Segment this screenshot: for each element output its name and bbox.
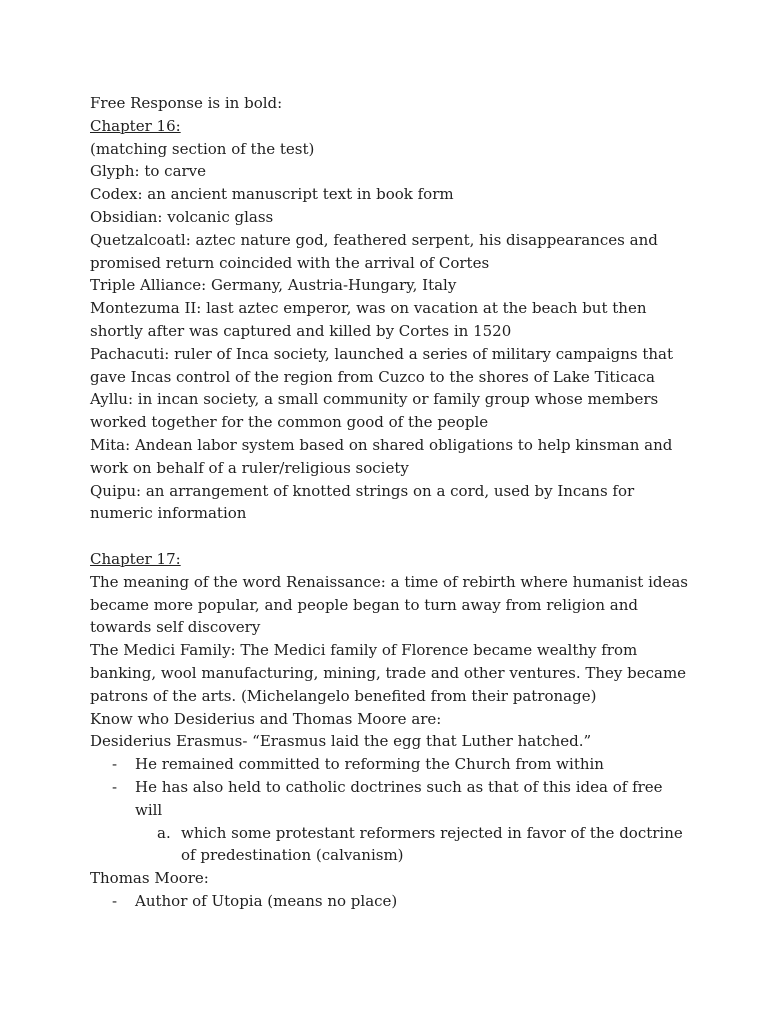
chapter-16-line: Obsidian: volcanic glass (90, 207, 274, 226)
chapter-17-heading: Chapter 17: (90, 549, 181, 568)
document-page (90, 92, 690, 913)
bullet-text: Author of Utopia (means no place) (135, 891, 398, 910)
paragraph-spacer (90, 525, 690, 548)
erasmus-bullet (90, 776, 690, 822)
moore-bullet (90, 890, 690, 913)
bullet-text: He has also held to catholic doctrines such as that of this idea of free will (135, 777, 663, 819)
dash-marker: - (112, 777, 118, 796)
chapter-17-line: The Medici Family: The Medici family of Florence became wealthy from banking, wool manufacturing, mining, trade and other ventures. They became patrons of the arts. (Michelangelo benefited from their patronage) (90, 641, 687, 705)
chapter-16-line: Triple Alliance: Germany, Austria-Hungary, Italy (90, 276, 457, 295)
erasmus-bullet (90, 753, 690, 776)
chapter-16-line: Glyph: to carve (90, 162, 207, 181)
chapter-16-heading: Chapter 16: (90, 116, 181, 135)
chapter-16-line: (matching section of the test) (90, 139, 315, 158)
chapter-17-line: Desiderius Erasmus- “Erasmus laid the egg that Luther hatched.” (90, 732, 592, 751)
chapter-16-line: Ayllu: in incan society, a small community or family group whose members worked together for the common good of the people (90, 390, 659, 432)
chapter-16-line: Quipu: an arrangement of knotted strings on a cord, used by Incans for numeric information (90, 481, 635, 523)
chapter-16-line: Montezuma II: last aztec emperor, was on vacation at the beach but then shortly after was captured and killed by Cortes in 1520 (90, 299, 647, 340)
bullet-text: He remained committed to reforming the Church from within (135, 755, 604, 774)
chapter-16-line: Pachacuti: ruler of Inca society, launched a series of military campaigns that gave Incas control of the region from Cuzco to the shores of Lake Titicaca (90, 344, 674, 386)
chapter-17-line: Know who Desiderius and Thomas Moore are: (90, 709, 442, 728)
dash-marker: - (112, 891, 118, 910)
chapter-16-line: Codex: an ancient manuscript text in book form (90, 185, 454, 204)
intro-note: Free Response is in bold: (90, 94, 283, 112)
chapter-16-line: Mita: Andean labor system based on shared obligations to help kinsman and work on behalf of a ruler/religious society (90, 435, 673, 477)
alpha-marker: a. (157, 823, 171, 842)
chapter-16-line: Quetzalcoatl: aztec nature god, feathered serpent, his disappearances and promised return coincided with the arrival of Cortes (90, 230, 658, 272)
sub-item-text: which some protestant reformers rejected in favor of the doctrine of predestination (calvanism) (181, 823, 683, 865)
chapter-17-line: The meaning of the word Renaissance: a time of rebirth where humanist ideas became more popular, and people began to turn away from religion and towards self discovery (90, 572, 688, 637)
dash-marker: - (112, 755, 118, 774)
moore-heading: Thomas Moore: (90, 869, 209, 888)
erasmus-sub-item (90, 822, 690, 868)
